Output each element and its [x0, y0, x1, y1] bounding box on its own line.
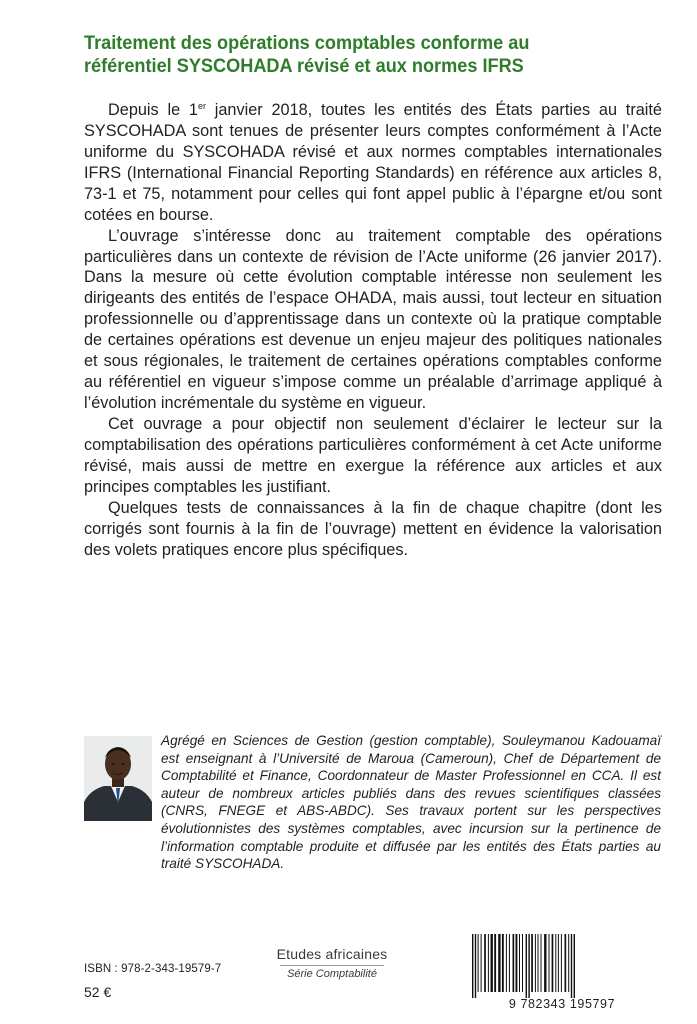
series-subtitle: Série Comptabilité	[287, 968, 377, 980]
isbn: ISBN : 978-2-343-19579-7	[84, 963, 222, 975]
paragraph-1-start: Depuis le 1	[108, 101, 198, 119]
author-photo	[84, 736, 152, 821]
paragraph-3: Cet ouvrage a pour objectif non seulement d’éclairer le lecteur sur la comptabilisation des opérations particulières conformément à cet Acte uniforme révisé, mais aussi de mettre en exergue la référence aux articles et aux principes comptables les justifiant.	[84, 414, 662, 496]
ordinal-superscript: er	[197, 101, 206, 111]
price: 52 €	[84, 984, 112, 1000]
title-line-1: Traitement des opérations comptables conforme au	[84, 32, 530, 54]
series-logo	[274, 946, 390, 980]
author-bio	[161, 732, 661, 873]
series-divider	[280, 965, 384, 966]
barcode	[464, 932, 658, 1010]
book-title	[84, 32, 614, 78]
blurb	[84, 100, 662, 561]
paragraph-1	[84, 100, 662, 225]
paragraph-4: Quelques tests de connaissances à la fin de chaque chapitre (dont les corrigés sont fournis à la fin de l’ouvrage) mettent en évidence la valorisation des volets pratiques encore plus spécifiques.	[84, 498, 662, 559]
author-portrait-icon	[84, 736, 152, 821]
paragraph-2: L’ouvrage s’intéresse donc au traitement comptable des opérations particulières dans un contexte de révision de l’Acte uniforme (26 janvier 2017). Dans la mesure où cette évolution comptable intéresse non seulement les dirigeants des entités de l’espace OHADA, mais aussi, tout lecteur en situation professionnelle ou d’apprentissage dans un contexte où la pratique comptable de certaines opérations est devenue un enjeu majeur des politiques nationales et sous régionales, le traitement de certaines opérations comptables conforme au référentiel en vigueur s’impose comme un préalable d’arrimage appliqué à l’évolution incrémentale du système en vigueur.	[84, 226, 662, 412]
author-bio-text: Agrégé en Sciences de Gestion (gestion comptable), Souleymanou Kadouamaï est enseignant à l’Université de Maroua (Cameroun), Chef de Département de Comptabilité et Finance, Coordonnateur de Master Professionnel en CCA. Il est auteur de nombreux articles publiés dans des revues scientifiques classées (CNRS, FNEGE et ABS-ABDC). Ses travaux portent sur les perspectives évolutionnistes des systèmes comptables, avec incursion sur la pertinence de l’information comptable produite et diffusée par les entités des États parties au traité SYSCOHADA.	[161, 733, 661, 872]
title-line-2: référentiel SYSCOHADA révisé et aux normes IFRS	[84, 55, 524, 77]
barcode-number: 9 782343 195797	[508, 997, 616, 1010]
paragraph-1-rest: janvier 2018, toutes les entités des États parties au traité SYSCOHADA sont tenues de présenter leurs comptes conformément à l’Acte uniforme du SYSCOHADA révisé et aux normes comptables internationales IFRS (International Financial Reporting Standards) en référence aux articles 8, 73-1 et 75, notamment pour celles qui font appel public à l’épargne et/ou sont cotées en bourse.	[84, 101, 662, 224]
series-name: Etudes africaines	[276, 946, 388, 962]
barcode-icon	[464, 932, 658, 1010]
